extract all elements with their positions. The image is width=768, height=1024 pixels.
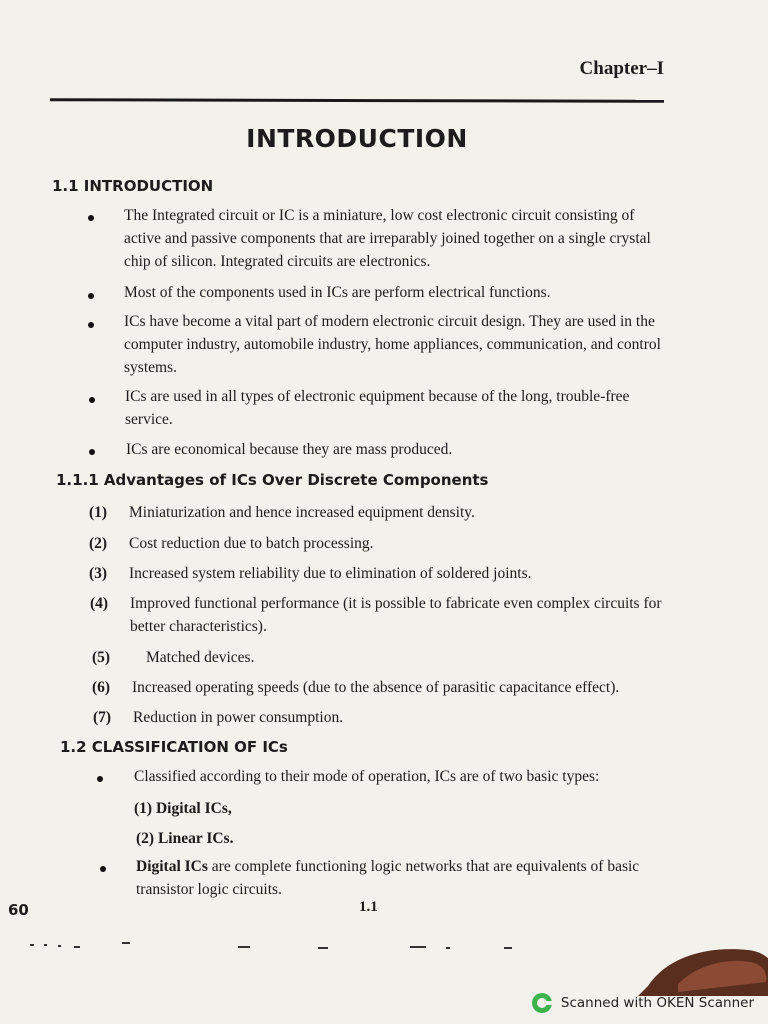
bullet-text: Classified according to their mode of operation, ICs are of two basic types: xyxy=(134,768,600,785)
bullet-dot xyxy=(100,866,106,872)
item-text: Increased system reliability due to elimination of soldered joints. xyxy=(129,565,532,582)
bullet-text: Most of the components used in ICs are perform electrical functions. xyxy=(124,284,551,301)
section-heading-1-1: 1.1 INTRODUCTION xyxy=(52,177,214,195)
bullet-dot xyxy=(89,397,95,403)
item-text: Increased operating speeds (due to the absence of parasitic capacitance effect). xyxy=(132,679,620,696)
item-text: Cost reduction due to batch processing. xyxy=(129,535,374,552)
finger-shadow xyxy=(638,936,768,996)
bullet-text: ICs are used in all types of electronic equipment because of the long, trouble-free service. xyxy=(125,388,630,428)
scanner-text: Scanned with OKEN Scanner xyxy=(560,995,754,1011)
item-text: Reduction in power consumption. xyxy=(133,709,344,726)
item-number: (7) xyxy=(93,709,112,726)
bullet-rest: are complete functioning logic networks that are equivalents of basic transistor logic circuits. xyxy=(136,858,640,898)
item-number: (2) xyxy=(89,535,108,552)
item-number: (4) xyxy=(90,595,109,612)
page-code: 1.1 xyxy=(359,899,378,915)
ic-type-digital: (1) Digital ICs, xyxy=(134,800,232,817)
bullet-dot xyxy=(88,215,94,221)
item-text: Matched devices. xyxy=(146,649,255,666)
bullet-text: ICs have become a vital part of modern electronic circuit design. They are used in the computer industry, automobile industry, home appliances, communication, and control systems. xyxy=(124,313,661,376)
page-number: 60 xyxy=(8,901,29,919)
item-text: Improved functional performance (it is possible to fabricate even complex circuits for better characteristics). xyxy=(130,595,662,635)
bullet-text: ICs are economical because they are mass produced. xyxy=(126,441,453,458)
bullet-text: The Integrated circuit or IC is a miniature, low cost electronic circuit consisting of active and passive components that are irreparably joined together on a single crystal chip of silicon. Integrated circuits are electronics. xyxy=(124,207,651,270)
section-heading-1-2: 1.2 CLASSIFICATION OF ICs xyxy=(60,738,288,756)
item-number: (3) xyxy=(89,565,108,582)
ic-type-linear: (2) Linear ICs. xyxy=(136,830,234,847)
section-heading-1-1-1: 1.1.1 Advantages of ICs Over Discrete Components xyxy=(56,471,489,489)
page-title: INTRODUCTION xyxy=(246,124,468,153)
item-number: (5) xyxy=(92,649,111,666)
chapter-label: Chapter–I xyxy=(579,58,664,79)
header-rule xyxy=(50,98,664,103)
item-number: (1) xyxy=(89,504,108,521)
scanner-watermark xyxy=(531,992,754,1014)
bullet-dot xyxy=(88,322,94,328)
bullet-dot xyxy=(89,449,95,455)
bullet-dot xyxy=(88,293,94,299)
scanner-logo-icon xyxy=(531,992,553,1014)
bullet-dot xyxy=(97,776,103,782)
bullet-text xyxy=(136,855,696,901)
bold-term: Digital ICs xyxy=(136,858,208,875)
item-number: (6) xyxy=(92,679,111,696)
item-text: Miniaturization and hence increased equipment density. xyxy=(129,504,475,521)
